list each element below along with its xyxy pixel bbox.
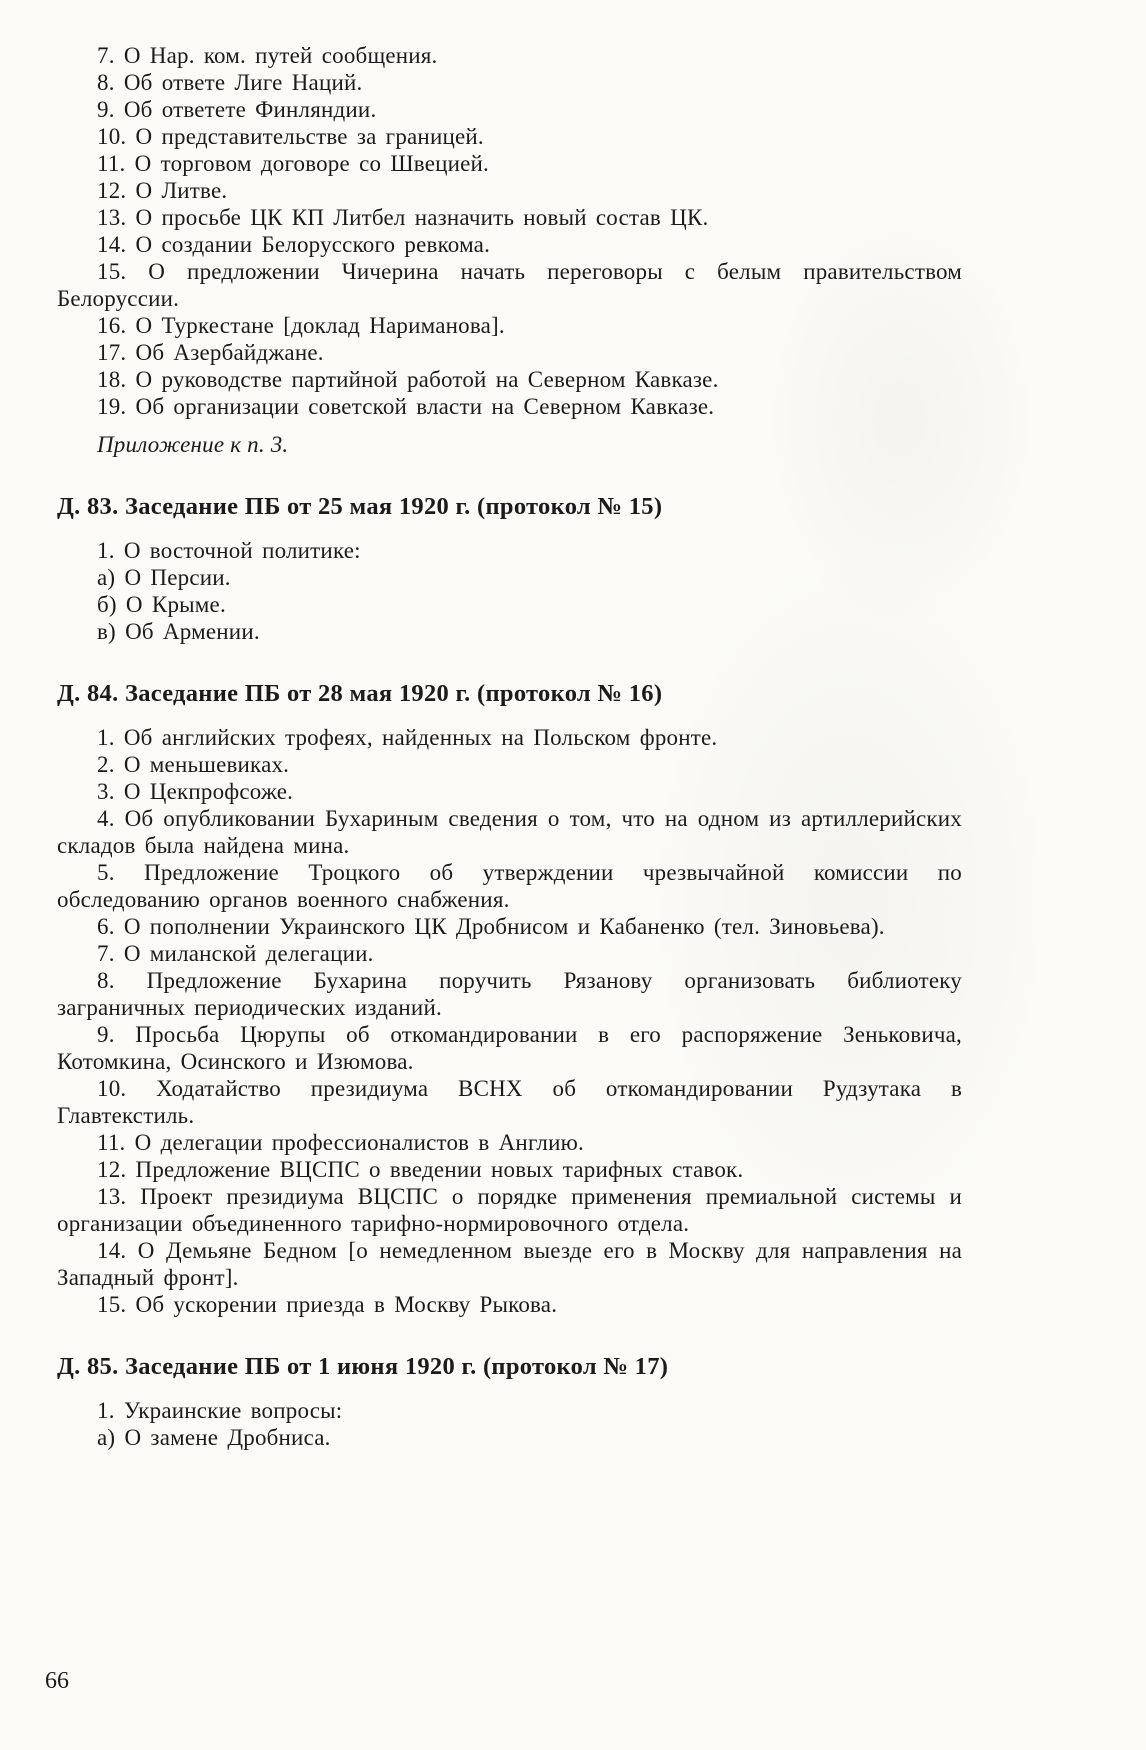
list-item: 10. Ходатайство президиума ВСНХ об откомандировании Рудзутака в Главтекстиль. xyxy=(57,1076,962,1128)
appendix-note: Приложение к п. 3. xyxy=(97,432,289,457)
list-item: 17. Об Азербайджане. xyxy=(97,340,324,365)
list-item: 14. О создании Белорусского ревкома. xyxy=(97,232,491,257)
list-item: 14. О Демьяне Бедном [о немедленном выезде его в Москву для направления на Западный фронт]. xyxy=(57,1238,962,1290)
list-item: 1. Об английских трофеях, найденных на Польском фронте. xyxy=(97,725,718,750)
list-item: 7. О миланской делегации. xyxy=(97,941,374,966)
list-item: 9. Об ответете Финляндии. xyxy=(97,97,377,122)
list-item: 1. О восточной политике: xyxy=(97,538,361,563)
list-item: 19. Об организации советской власти на Северном Кавказе. xyxy=(97,394,715,419)
page-content xyxy=(57,42,962,1451)
section-d85 xyxy=(57,1352,962,1451)
list-item: 16. О Туркестане [доклад Нариманова]. xyxy=(97,313,505,338)
list-item: 13. О просьбе ЦК КП Литбел назначить новый состав ЦК. xyxy=(97,205,709,230)
list-item: 8. Предложение Бухарина поручить Рязанову организовать библиотеку заграничных периодических изданий. xyxy=(57,968,962,1020)
list-item: а) О замене Дробниса. xyxy=(97,1425,331,1450)
list-item: 3. О Цекпрофсоже. xyxy=(97,779,294,804)
list-item: 15. О предложении Чичерина начать переговоры с белым правительством Белоруссии. xyxy=(57,259,962,311)
page-number: 66 xyxy=(45,1668,69,1694)
list-item: 12. О Литве. xyxy=(97,178,228,203)
list-item: 6. О пополнении Украинского ЦК Дробнисом и Кабаненко (тел. Зиновьева). xyxy=(97,914,885,939)
section-heading: Д. 85. Заседание ПБ от 1 июня 1920 г. (протокол № 17) xyxy=(57,1353,669,1380)
list-item: 15. Об ускорении приезда в Москву Рыкова. xyxy=(97,1292,558,1317)
agenda-list-continuation xyxy=(57,42,962,458)
section-heading: Д. 84. Заседание ПБ от 28 мая 1920 г. (протокол № 16) xyxy=(57,680,663,707)
list-item: 2. О меньшевиках. xyxy=(97,752,290,777)
section-d83 xyxy=(57,492,962,645)
list-item: 12. Предложение ВЦСПС о введении новых тарифных ставок. xyxy=(97,1157,744,1182)
list-item: в) Об Армении. xyxy=(97,619,260,644)
list-item: а) О Персии. xyxy=(97,565,231,590)
list-item: 5. Предложение Троцкого об утверждении чрезвычайной комиссии по обследованию органов военного снабжения. xyxy=(57,860,962,912)
list-item: 7. О Нар. ком. путей сообщения. xyxy=(97,43,438,68)
list-item: 11. О торговом договоре со Швецией. xyxy=(97,151,489,176)
list-item: б) О Крыме. xyxy=(97,592,226,617)
list-item: 18. О руководстве партийной работой на Северном Кавказе. xyxy=(97,367,719,392)
list-item: 4. Об опубликовании Бухариным сведения о том, что на одном из артиллерийских складов была найдена мина. xyxy=(57,806,962,858)
list-item: 1. Украинские вопросы: xyxy=(97,1398,343,1423)
list-item: 10. О представительстве за границей. xyxy=(97,124,484,149)
section-d84 xyxy=(57,679,962,1318)
list-item: 8. Об ответе Лиге Наций. xyxy=(97,70,363,95)
section-heading: Д. 83. Заседание ПБ от 25 мая 1920 г. (протокол № 15) xyxy=(57,493,663,520)
list-item: 9. Просьба Цюрупы об откомандировании в его распоряжение Зеньковича, Котомкина, Осинского и Изюмова. xyxy=(57,1022,962,1074)
list-item: 11. О делегации профессионалистов в Англию. xyxy=(97,1130,584,1155)
list-item: 13. Проект президиума ВЦСПС о порядке применения премиальной системы и организации объединенного тарифно-нормировочного отдела. xyxy=(57,1184,962,1236)
